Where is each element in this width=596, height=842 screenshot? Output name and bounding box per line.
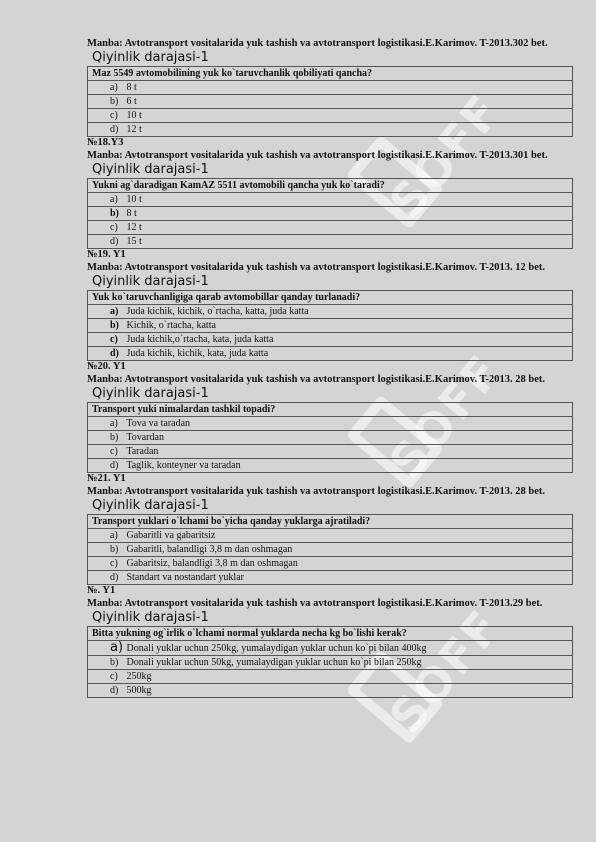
option-row [88,431,573,445]
option-letter: d) [110,572,119,583]
option-row [88,459,573,473]
option-letter: a) [110,306,119,317]
option-text: Standart va nostandart yuklar [126,572,244,583]
option-letter: a) [110,194,118,205]
question-number: №. Y1 [87,585,116,596]
option-row [88,417,573,431]
option-row [88,670,573,684]
option-text: Taradan [126,446,159,457]
question-table [87,290,573,361]
option-text: Juda kichik, kichik, kata, juda katta [126,348,269,359]
option-row [88,109,573,123]
option-text: 12 t [126,124,142,135]
option-letter: c) [110,334,118,345]
option-row [88,571,573,585]
question-number: №19. Y1 [87,249,126,260]
question-block [87,37,573,137]
source-line: Manba: Avtotransport vositalarida yuk tashish va avtotransport logistikasi.E.Karimov. T-2013. 28 bet. [87,374,546,385]
option-row [88,95,573,109]
option-text: Juda kichik, kichik, o`rtacha, katta, juda katta [126,306,309,317]
question-text: Yuk ko`taruvchanligiga qarab avtomobillar qanday turlanadi? [88,291,573,305]
option-row [88,347,573,361]
question-table [87,626,573,698]
question-number: №20. Y1 [87,361,126,372]
question-block [87,473,573,585]
option-text: 12 t [126,222,142,233]
option-letter: d) [110,124,119,135]
option-row [88,319,573,333]
option-text: 10 t [126,110,142,121]
source-line: Manba: Avtotransport vositalarida yuk tashish va avtotransport logistikasi.E.Karimov. T-2013.301 bet. [87,150,548,161]
option-letter: a) [110,418,118,429]
question-number: №21. Y1 [87,473,126,484]
option-text: 15 t [126,236,142,247]
option-text: Donali yuklar uchun 250kg, yumalaydigan yuklar uchun ko`pi bilan 400kg [126,643,427,654]
option-letter: b) [110,320,119,331]
difficulty-level: Qiyinlik darajasi-1 [92,498,209,513]
option-row [88,641,573,656]
option-letter: c) [110,558,118,569]
difficulty-level: Qiyinlik darajasi-1 [92,50,209,65]
option-row [88,81,573,95]
question-block [87,137,573,249]
option-text: Tovardan [126,432,164,443]
option-row [88,333,573,347]
option-letter: d) [110,685,119,696]
option-letter: d) [110,348,119,359]
option-row [88,193,573,207]
option-text: Gabaritli va gabaritsiz [126,530,216,541]
option-text: Juda kichik,o`rtacha, kata, juda katta [126,334,274,345]
question-text: Bitta yukning og`irlik o`lchami normal yuklarda necha kg bo`lishi kerak? [88,627,573,641]
difficulty-level: Qiyinlik darajasi-1 [92,162,209,177]
option-letter: b) [110,544,119,555]
question-block [87,585,573,698]
question-text: Maz 5549 avtomobilining yuk ko`taruvchanlik qobiliyati qancha? [88,67,573,81]
question-table [87,178,573,249]
option-row [88,221,573,235]
question-table [87,514,573,585]
option-text: 8 t [126,208,137,219]
option-text: 8 t [126,82,137,93]
option-row [88,557,573,571]
option-letter: c) [110,446,118,457]
option-letter: b) [110,657,119,668]
option-letter: b) [110,208,119,219]
question-text: Yukni ag`daradigan KamAZ 5511 avtomobili qancha yuk ko`taradi? [88,179,573,193]
question-block [87,361,573,473]
option-text: Tova va taradan [126,418,191,429]
option-text: 10 t [126,194,142,205]
option-row [88,235,573,249]
watermark-text: SOFF [378,599,512,744]
watermark-text: SOFF [378,84,512,229]
option-letter: a) [110,530,118,541]
question-table [87,402,573,473]
source-line: Manba: Avtotransport vositalarida yuk tashish va avtotransport logistikasi.E.Karimov. T-2013.302 bet. [87,38,548,49]
option-row [88,123,573,137]
option-text: 500kg [126,685,152,696]
option-text: Kichik, o`rtacha, katta [126,320,216,331]
option-row [88,543,573,557]
option-letter: c) [110,671,118,682]
option-letter: b) [110,432,119,443]
difficulty-level: Qiyinlik darajasi-1 [92,610,209,625]
source-line: Manba: Avtotransport vositalarida yuk tashish va avtotransport logistikasi.E.Karimov. T-2013. 12 bet. [87,262,546,273]
option-letter: d) [110,460,119,471]
option-letter: d) [110,236,119,247]
source-line: Manba: Avtotransport vositalarida yuk tashish va avtotransport logistikasi.E.Karimov. T-2013.29 bet. [87,598,543,609]
option-text: Taglik, konteyner va taradan [126,460,241,471]
option-letter: c) [110,110,118,121]
option-row [88,207,573,221]
option-text: 6 t [126,96,137,107]
option-row [88,305,573,319]
option-letter: c) [110,222,118,233]
option-letter: b) [110,96,119,107]
difficulty-level: Qiyinlik darajasi-1 [92,274,209,289]
question-block [87,249,573,361]
source-line: Manba: Avtotransport vositalarida yuk tashish va avtotransport logistikasi.E.Karimov. T-2013. 28 bet. [87,486,546,497]
option-row [88,684,573,698]
option-row [88,656,573,670]
option-text: Gabaritsiz, balandligi 3,8 m dan oshmagan [126,558,298,569]
question-text: Transport yuklari o`lchami bo`yicha qanday yuklarga ajratiladi? [88,515,573,529]
option-row [88,529,573,543]
difficulty-level: Qiyinlik darajasi-1 [92,386,209,401]
option-row [88,445,573,459]
question-number: №18.Y3 [87,137,124,148]
option-letter: a) [110,82,118,93]
option-letter: a) [110,640,124,655]
watermark-text: SOFF [378,344,512,489]
question-table [87,66,573,137]
option-text: Gabaritli, balandligi 3,8 m dan oshmagan [126,544,293,555]
option-text: 250kg [126,671,152,682]
document-body [87,37,573,698]
question-text: Transport yuki nimalardan tashkil topadi? [88,403,573,417]
option-text: Donali yuklar uchun 50kg, yumalaydigan yuklar uchun ko`pi bilan 250kg [126,657,422,668]
